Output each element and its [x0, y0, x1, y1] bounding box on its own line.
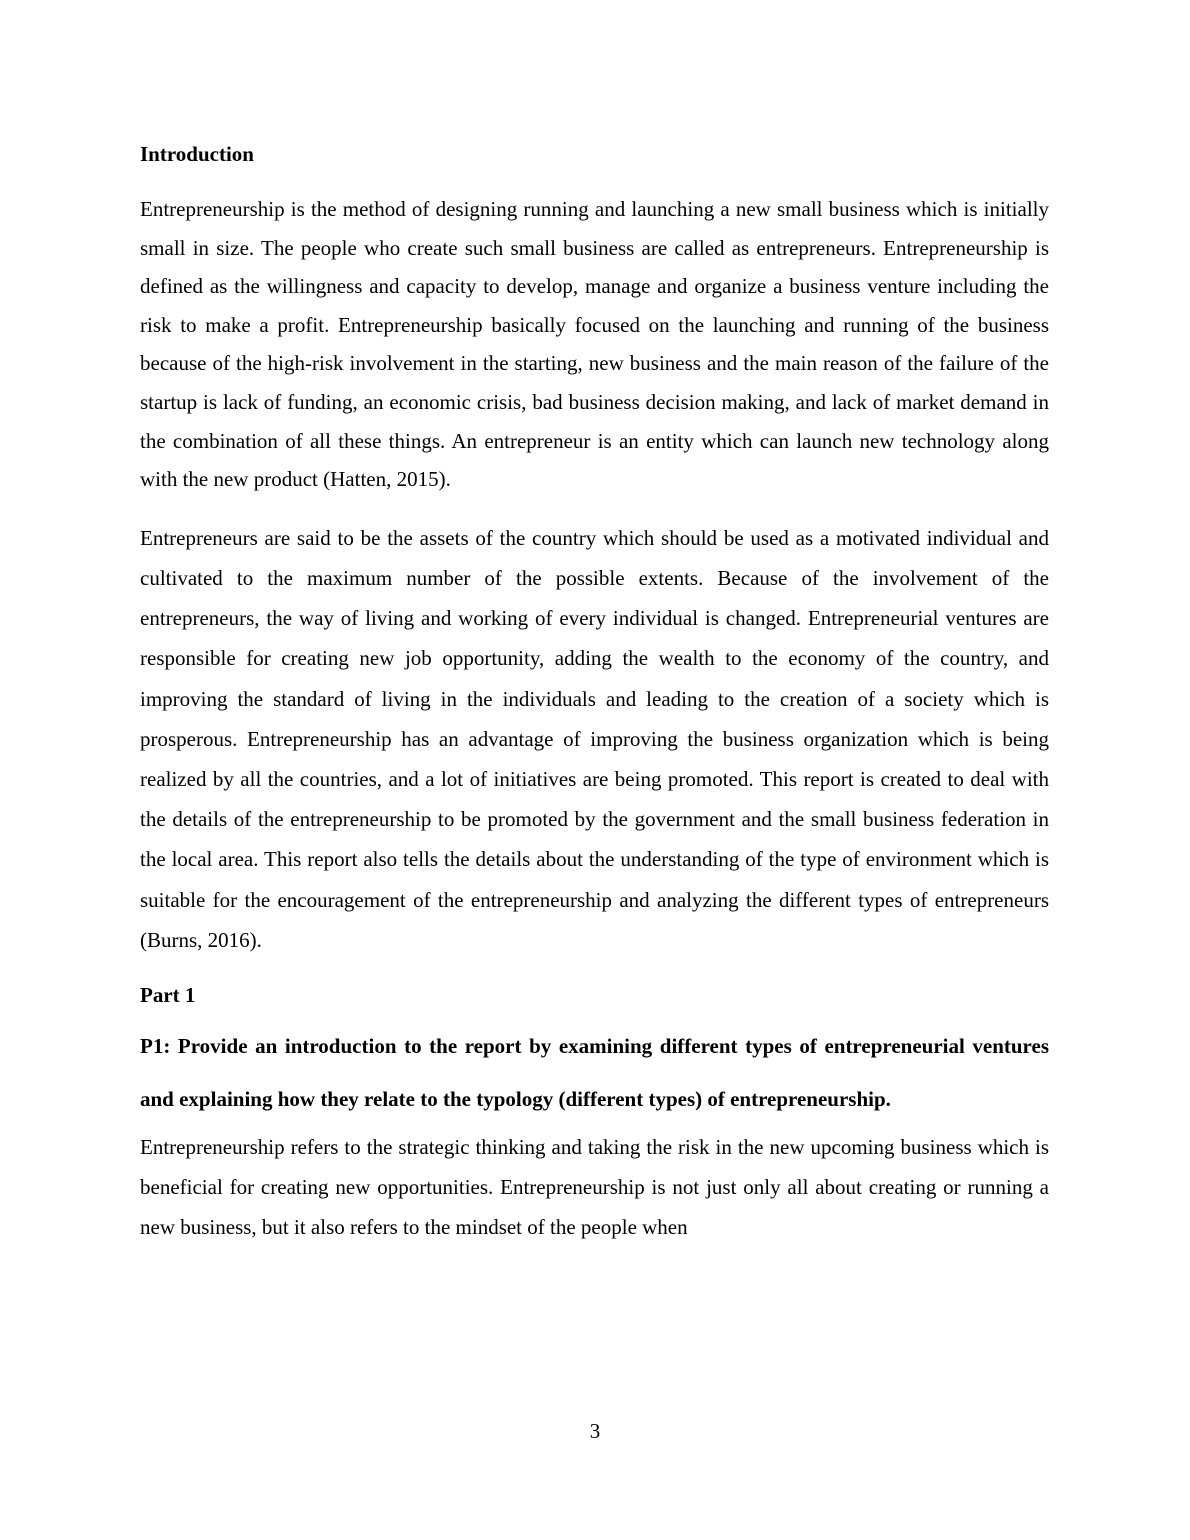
introduction-paragraph-2: Entrepreneurs are said to be the assets of the country which should be used as a motivated individual and cultivated to the maximum number of the possible extents. Because of the involvement of the entrepreneurs, the way of living and working of every individual is changed. Entrepreneurial ventures are responsible for creating new job opportunity, adding the wealth to the economy of the country, and improving the standard of living in the individuals and leading to the creation of a society which is prosperous. Entrepreneurship has an advantage of improving the business organization which is being realized by all the countries, and a lot of initiatives are being promoted. This report is created to deal with the details of the entrepreneurship to be promoted by the government and the small business federation in the local area. This report also tells the details about the understanding of the type of environment which is suitable for the encouragement of the entrepreneurship and analyzing the different types of entrepreneurs (Burns, 2016).	[140, 525, 1049, 952]
p1-task-heading: P1: Provide an introduction to the report by examining different types of entrepreneurial ventures and explaining how they relate to the typology (different types) of entrepreneurship.	[140, 1033, 1049, 1112]
introduction-paragraph-1: Entrepreneurship is the method of designing running and launching a new small business which is initially small in size. The people who create such small business are called as entrepreneurs. Entrepreneurship is defined as the willingness and capacity to develop, manage and organize a business venture including the risk to make a profit. Entrepreneurship basically focused on the launching and running of the business because of the high-risk involvement in the starting, new business and the main reason of the failure of the startup is lack of funding, an economic crisis, bad business decision making, and lack of market demand in the combination of all these things. An entrepreneur is an entity which can launch new technology along with the new product (Hatten, 2015).	[140, 197, 1049, 492]
part-1-heading: Part 1	[140, 982, 196, 1007]
page-content	[140, 139, 1049, 1248]
part-1-paragraph: Entrepreneurship refers to the strategic thinking and taking the risk in the new upcoming business which is beneficial for creating new opportunities. Entrepreneurship is not just only all about creating or running a new business, but it also refers to the mindset of the people when	[140, 1134, 1049, 1240]
introduction-heading: Introduction	[140, 142, 254, 166]
page-number: 3	[589, 1419, 601, 1443]
